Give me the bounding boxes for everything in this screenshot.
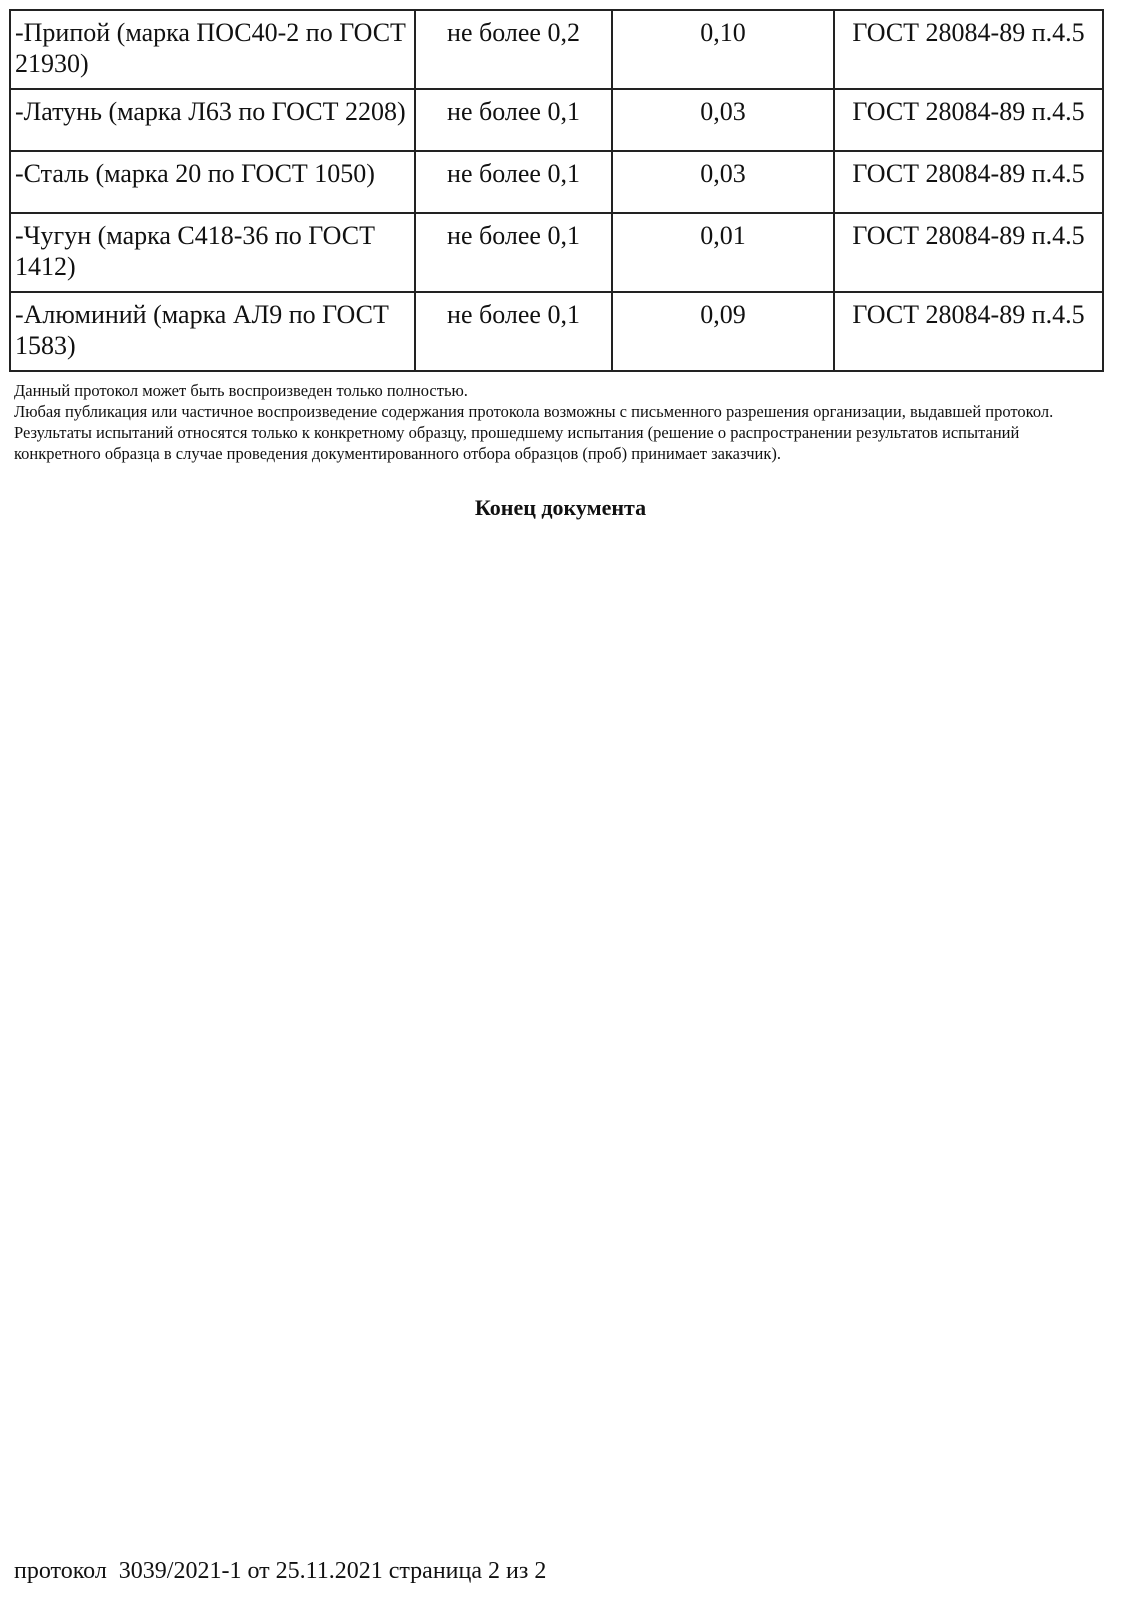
page-footer: протокол 3039/2021-1 от 25.11.2021 страница 2 из 2	[14, 1558, 547, 1584]
method-cell: ГОСТ 28084-89 п.4.5	[834, 89, 1103, 151]
material-name-cell: -Чугун (марка С418-36 по ГОСТ 1412)	[10, 213, 415, 292]
end-of-document-title: Конец документа	[474, 495, 647, 520]
note-reproduction: Данный протокол может быть воспроизведен только полностью.	[14, 381, 468, 400]
result-cell: 0,10	[612, 10, 834, 89]
method-cell: ГОСТ 28084-89 п.4.5	[834, 10, 1103, 89]
result-cell: 0,01	[612, 213, 834, 292]
table-row	[10, 213, 1103, 292]
norm-cell: не более 0,1	[415, 292, 612, 371]
result-cell: 0,03	[612, 151, 834, 213]
method-cell: ГОСТ 28084-89 п.4.5	[834, 292, 1103, 371]
material-name-cell: -Алюминий (марка АЛ9 по ГОСТ 1583)	[10, 292, 415, 371]
note-results-scope: Результаты испытаний относятся только к конкретному образцу, прошедшему испытания (решение о распространении результатов испытаний конкретного образца в случае проведения документированного отбора образцов (проб) принимает заказчик).	[14, 423, 1020, 463]
protocol-notes	[14, 380, 1094, 464]
material-name-cell: -Латунь (марка Л63 по ГОСТ 2208)	[10, 89, 415, 151]
results-table	[9, 9, 1104, 372]
table-row	[10, 10, 1103, 89]
material-name-cell: -Припой (марка ПОС40-2 по ГОСТ 21930)	[10, 10, 415, 89]
norm-cell: не более 0,1	[415, 89, 612, 151]
table-row	[10, 292, 1103, 371]
norm-cell: не более 0,2	[415, 10, 612, 89]
method-cell: ГОСТ 28084-89 п.4.5	[834, 151, 1103, 213]
result-cell: 0,03	[612, 89, 834, 151]
note-publication: Любая публикация или частичное воспроизведение содержания протокола возможны с письменного разрешения организации, выдавшей протокол.	[14, 402, 1054, 421]
norm-cell: не более 0,1	[415, 213, 612, 292]
norm-cell: не более 0,1	[415, 151, 612, 213]
method-cell: ГОСТ 28084-89 п.4.5	[834, 213, 1103, 292]
table-row	[10, 89, 1103, 151]
material-name-cell: -Сталь (марка 20 по ГОСТ 1050)	[10, 151, 415, 213]
result-cell: 0,09	[612, 292, 834, 371]
table-row	[10, 151, 1103, 213]
